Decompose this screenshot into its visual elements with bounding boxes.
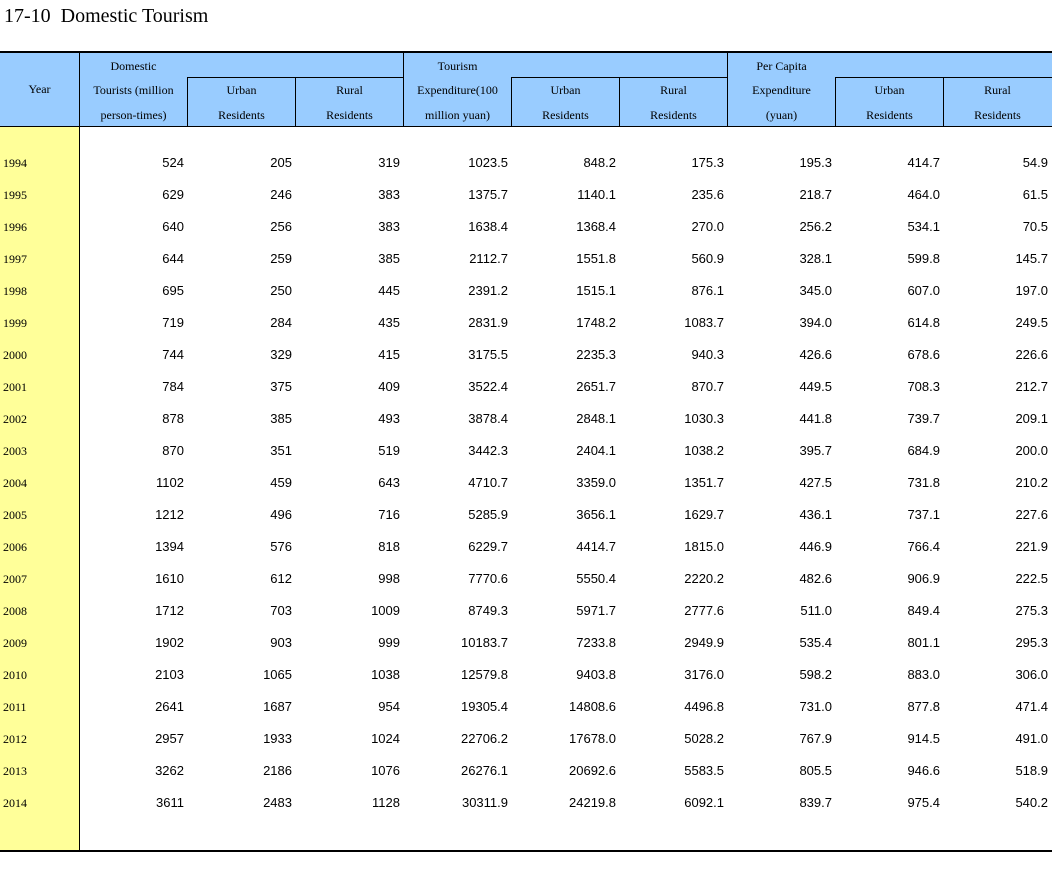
rural-tourists-cell: 1009 xyxy=(371,603,400,618)
per-capita-urban-cell: 534.1 xyxy=(907,219,940,234)
table-row xyxy=(0,667,1052,699)
year-cell: 2006 xyxy=(3,540,27,554)
per-capita-rural-cell: 275.3 xyxy=(1015,603,1048,618)
domestic-tourists-cell: 524 xyxy=(162,155,184,170)
per-capita-total-cell: 436.1 xyxy=(799,507,832,522)
table-row xyxy=(0,411,1052,443)
per-capita-total-cell: 535.4 xyxy=(799,635,832,650)
per-capita-header: Per Capita xyxy=(756,59,807,73)
expenditure-rural-cell: 560.9 xyxy=(691,251,724,266)
table-row xyxy=(0,507,1052,539)
rural-tourists-cell: 1128 xyxy=(372,795,400,810)
expenditure-urban-cell: 9403.8 xyxy=(576,667,616,682)
rural-tourists-cell: 954 xyxy=(378,699,400,714)
per-capita-total-cell: 256.2 xyxy=(799,219,832,234)
domestic-tourists-cell: 1102 xyxy=(156,475,184,490)
urban-tourists-cell: 612 xyxy=(270,571,292,586)
year-cell: 2007 xyxy=(3,572,27,586)
domestic-tourists-cell: 784 xyxy=(162,379,184,394)
domestic-tourists-header: Tourists (million xyxy=(93,83,174,97)
year-cell: 1995 xyxy=(3,188,27,202)
year-cell: 1999 xyxy=(3,316,27,330)
domestic-tourists-cell: 3262 xyxy=(155,763,184,778)
urban-tourists-cell: 2186 xyxy=(263,763,292,778)
expenditure-urban-cell: 2404.1 xyxy=(576,443,616,458)
domestic-tourists-cell: 2641 xyxy=(155,699,184,714)
table-row xyxy=(0,155,1052,187)
urban-tourists-cell: 329 xyxy=(270,347,292,362)
urban-residents-header: Urban xyxy=(550,83,581,97)
expenditure-urban-cell: 5971.7 xyxy=(576,603,616,618)
urban-tourists-cell: 1933 xyxy=(263,731,292,746)
expenditure-urban-cell: 2235.3 xyxy=(576,347,616,362)
domestic-tourists-header: Domestic xyxy=(110,59,157,73)
per-capita-rural-cell: 212.7 xyxy=(1015,379,1048,394)
expenditure-urban-cell: 1140.1 xyxy=(577,187,616,202)
domestic-tourists-cell: 629 xyxy=(162,187,184,202)
expenditure-total-cell: 2391.2 xyxy=(468,283,508,298)
expenditure-total-cell: 8749.3 xyxy=(468,603,508,618)
expenditure-total-cell: 2831.9 xyxy=(468,315,508,330)
expenditure-urban-cell: 1748.2 xyxy=(576,315,616,330)
expenditure-total-cell: 7770.6 xyxy=(468,571,508,586)
rural-tourists-cell: 435 xyxy=(378,315,400,330)
per-capita-urban-cell: 849.4 xyxy=(907,603,940,618)
expenditure-total-cell: 3522.4 xyxy=(468,379,508,394)
table-row xyxy=(0,219,1052,251)
urban-tourists-cell: 205 xyxy=(270,155,292,170)
tourism-expenditure-header: Tourism xyxy=(437,59,478,73)
expenditure-rural-cell: 1038.2 xyxy=(684,443,724,458)
expenditure-total-cell: 1023.5 xyxy=(468,155,508,170)
year-cell: 2010 xyxy=(3,668,27,682)
expenditure-urban-cell: 4414.7 xyxy=(576,539,616,554)
per-capita-urban-cell: 801.1 xyxy=(907,635,940,650)
expenditure-urban-cell: 24219.8 xyxy=(569,795,616,810)
per-capita-total-cell: 441.8 xyxy=(799,411,832,426)
table-row xyxy=(0,347,1052,379)
expenditure-rural-cell: 870.7 xyxy=(691,379,724,394)
domestic-tourists-cell: 1610 xyxy=(155,571,184,586)
per-capita-urban-cell: 614.8 xyxy=(907,315,940,330)
expenditure-rural-cell: 1629.7 xyxy=(684,507,724,522)
per-capita-urban-cell: 737.1 xyxy=(907,507,940,522)
domestic-tourists-cell: 1212 xyxy=(155,507,184,522)
per-capita-total-cell: 598.2 xyxy=(799,667,832,682)
header-rule xyxy=(0,126,1052,127)
urban-tourists-cell: 351 xyxy=(270,443,292,458)
expenditure-rural-cell: 940.3 xyxy=(691,347,724,362)
table-row xyxy=(0,443,1052,475)
urban-tourists-cell: 903 xyxy=(270,635,292,650)
rural-tourists-cell: 383 xyxy=(378,187,400,202)
table-row xyxy=(0,699,1052,731)
per-capita-urban-cell: 906.9 xyxy=(907,571,940,586)
rural-tourists-cell: 415 xyxy=(378,347,400,362)
year-header: Year xyxy=(28,82,51,96)
per-capita-rural-cell: 226.6 xyxy=(1015,347,1048,362)
per-capita-rural-cell: 306.0 xyxy=(1015,667,1048,682)
rural-tourists-cell: 999 xyxy=(378,635,400,650)
table-row xyxy=(0,603,1052,635)
table-row xyxy=(0,763,1052,795)
expenditure-rural-cell: 2949.9 xyxy=(684,635,724,650)
per-capita-total-cell: 395.7 xyxy=(799,443,832,458)
per-capita-total-cell: 345.0 xyxy=(799,283,832,298)
year-cell: 2005 xyxy=(3,508,27,522)
per-capita-rural-cell: 200.0 xyxy=(1015,443,1048,458)
year-cell: 2008 xyxy=(3,604,27,618)
per-capita-rural-cell: 70.5 xyxy=(1022,219,1048,234)
domestic-tourists-cell: 878 xyxy=(162,411,184,426)
expenditure-urban-cell: 848.2 xyxy=(583,155,616,170)
rural-tourists-cell: 493 xyxy=(378,411,400,426)
expenditure-total-cell: 3442.3 xyxy=(468,443,508,458)
expenditure-rural-cell: 270.0 xyxy=(691,219,724,234)
year-cell: 2000 xyxy=(3,348,27,362)
year-cell: 1998 xyxy=(3,284,27,298)
year-cell: 1996 xyxy=(3,220,27,234)
per-capita-rural-cell: 471.4 xyxy=(1015,699,1048,714)
rural-residents-header: Rural xyxy=(336,83,363,97)
per-capita-total-cell: 731.0 xyxy=(799,699,832,714)
expenditure-rural-cell: 2220.2 xyxy=(684,571,724,586)
header-subrule xyxy=(511,77,727,78)
per-capita-rural-cell: 491.0 xyxy=(1015,731,1048,746)
table-row xyxy=(0,251,1052,283)
rural-tourists-cell: 643 xyxy=(378,475,400,490)
per-capita-total-cell: 426.6 xyxy=(799,347,832,362)
expenditure-total-cell: 3878.4 xyxy=(468,411,508,426)
per-capita-total-cell: 328.1 xyxy=(799,251,832,266)
table-row xyxy=(0,315,1052,347)
expenditure-total-cell: 2112.7 xyxy=(469,251,508,266)
rural-residents-header: Residents xyxy=(974,108,1021,122)
urban-tourists-cell: 256 xyxy=(270,219,292,234)
domestic-tourists-cell: 3611 xyxy=(156,795,184,810)
expenditure-total-cell: 12579.8 xyxy=(461,667,508,682)
expenditure-total-cell: 3175.5 xyxy=(468,347,508,362)
rural-tourists-cell: 385 xyxy=(378,251,400,266)
urban-residents-header: Residents xyxy=(218,108,265,122)
expenditure-rural-cell: 235.6 xyxy=(691,187,724,202)
per-capita-rural-cell: 145.7 xyxy=(1015,251,1048,266)
expenditure-total-cell: 5285.9 xyxy=(468,507,508,522)
per-capita-rural-cell: 61.5 xyxy=(1022,187,1048,202)
table-row xyxy=(0,571,1052,603)
expenditure-urban-cell: 2651.7 xyxy=(576,379,616,394)
rural-tourists-cell: 1024 xyxy=(371,731,400,746)
expenditure-urban-cell: 1551.8 xyxy=(576,251,616,266)
expenditure-rural-cell: 5583.5 xyxy=(684,763,724,778)
per-capita-urban-cell: 883.0 xyxy=(907,667,940,682)
expenditure-urban-cell: 14808.6 xyxy=(569,699,616,714)
expenditure-total-cell: 22706.2 xyxy=(461,731,508,746)
urban-tourists-cell: 576 xyxy=(270,539,292,554)
table-title: 17-10 Domestic Tourism xyxy=(4,5,209,27)
per-capita-total-cell: 839.7 xyxy=(799,795,832,810)
year-cell: 2011 xyxy=(3,700,27,714)
expenditure-urban-cell: 3656.1 xyxy=(576,507,616,522)
expenditure-urban-cell: 2848.1 xyxy=(576,411,616,426)
urban-tourists-cell: 1065 xyxy=(263,667,292,682)
expenditure-urban-cell: 1368.4 xyxy=(576,219,616,234)
domestic-tourists-cell: 640 xyxy=(162,219,184,234)
per-capita-urban-cell: 708.3 xyxy=(907,379,940,394)
year-cell: 2001 xyxy=(3,380,27,394)
rural-tourists-cell: 818 xyxy=(378,539,400,554)
table-row xyxy=(0,187,1052,219)
expenditure-total-cell: 30311.9 xyxy=(461,795,508,810)
urban-residents-header: Residents xyxy=(542,108,589,122)
per-capita-urban-cell: 946.6 xyxy=(907,763,940,778)
urban-tourists-cell: 459 xyxy=(270,475,292,490)
rural-tourists-cell: 1076 xyxy=(371,763,400,778)
per-capita-urban-cell: 607.0 xyxy=(907,283,940,298)
expenditure-rural-cell: 1083.7 xyxy=(684,315,724,330)
expenditure-urban-cell: 17678.0 xyxy=(569,731,616,746)
per-capita-urban-cell: 975.4 xyxy=(907,795,940,810)
expenditure-total-cell: 6229.7 xyxy=(468,539,508,554)
per-capita-rural-cell: 222.5 xyxy=(1015,571,1048,586)
table-row xyxy=(0,731,1052,763)
year-cell: 2003 xyxy=(3,444,27,458)
per-capita-rural-cell: 518.9 xyxy=(1015,763,1048,778)
expenditure-urban-cell: 3359.0 xyxy=(576,475,616,490)
per-capita-total-cell: 427.5 xyxy=(799,475,832,490)
year-cell: 2014 xyxy=(3,796,27,810)
urban-tourists-cell: 375 xyxy=(270,379,292,394)
rural-tourists-cell: 445 xyxy=(378,283,400,298)
rural-residents-header: Rural xyxy=(660,83,687,97)
expenditure-total-cell: 1638.4 xyxy=(468,219,508,234)
per-capita-total-cell: 767.9 xyxy=(799,731,832,746)
per-capita-rural-cell: 295.3 xyxy=(1015,635,1048,650)
header-subrule xyxy=(187,77,403,78)
rural-tourists-cell: 716 xyxy=(378,507,400,522)
urban-tourists-cell: 2483 xyxy=(263,795,292,810)
expenditure-rural-cell: 1351.7 xyxy=(684,475,724,490)
year-cell: 2012 xyxy=(3,732,27,746)
per-capita-rural-cell: 221.9 xyxy=(1015,539,1048,554)
expenditure-urban-cell: 1515.1 xyxy=(576,283,616,298)
top-rule xyxy=(0,51,1052,53)
year-cell: 2002 xyxy=(3,412,27,426)
domestic-tourists-cell: 695 xyxy=(162,283,184,298)
per-capita-rural-cell: 540.2 xyxy=(1015,795,1048,810)
per-capita-rural-cell: 249.5 xyxy=(1015,315,1048,330)
urban-tourists-cell: 496 xyxy=(270,507,292,522)
expenditure-rural-cell: 2777.6 xyxy=(684,603,724,618)
per-capita-urban-cell: 877.8 xyxy=(907,699,940,714)
per-capita-header: (yuan) xyxy=(765,108,798,122)
table-row xyxy=(0,795,1052,827)
rural-tourists-cell: 519 xyxy=(378,443,400,458)
domestic-tourists-cell: 1394 xyxy=(155,539,184,554)
expenditure-total-cell: 19305.4 xyxy=(461,699,508,714)
domestic-tourists-cell: 644 xyxy=(162,251,184,266)
bottom-rule xyxy=(0,850,1052,852)
domestic-tourists-cell: 744 xyxy=(162,347,184,362)
rural-residents-header: Residents xyxy=(326,108,373,122)
expenditure-rural-cell: 175.3 xyxy=(691,155,724,170)
year-cell: 1994 xyxy=(3,156,27,170)
rural-tourists-cell: 998 xyxy=(378,571,400,586)
rural-tourists-cell: 319 xyxy=(378,155,400,170)
urban-residents-header: Urban xyxy=(874,83,905,97)
expenditure-urban-cell: 7233.8 xyxy=(576,635,616,650)
expenditure-total-cell: 26276.1 xyxy=(461,763,508,778)
tourism-expenditure-header: Expenditure(100 xyxy=(417,83,498,97)
domestic-tourists-cell: 719 xyxy=(162,315,184,330)
per-capita-rural-cell: 209.1 xyxy=(1015,411,1048,426)
domestic-tourists-cell: 1902 xyxy=(155,635,184,650)
per-capita-total-cell: 195.3 xyxy=(799,155,832,170)
per-capita-urban-cell: 678.6 xyxy=(907,347,940,362)
expenditure-rural-cell: 4496.8 xyxy=(684,699,724,714)
domestic-tourists-cell: 2103 xyxy=(155,667,184,682)
year-cell: 2013 xyxy=(3,764,27,778)
per-capita-total-cell: 218.7 xyxy=(799,187,832,202)
per-capita-total-cell: 446.9 xyxy=(799,539,832,554)
per-capita-urban-cell: 914.5 xyxy=(907,731,940,746)
table-row xyxy=(0,283,1052,315)
expenditure-total-cell: 4710.7 xyxy=(468,475,508,490)
rural-tourists-cell: 409 xyxy=(378,379,400,394)
per-capita-urban-cell: 739.7 xyxy=(907,411,940,426)
domestic-tourists-cell: 1712 xyxy=(155,603,184,618)
urban-residents-header: Residents xyxy=(866,108,913,122)
expenditure-urban-cell: 20692.6 xyxy=(569,763,616,778)
rural-residents-header: Residents xyxy=(650,108,697,122)
table-row xyxy=(0,635,1052,667)
urban-tourists-cell: 703 xyxy=(270,603,292,618)
per-capita-urban-cell: 684.9 xyxy=(907,443,940,458)
rural-tourists-cell: 1038 xyxy=(371,667,400,682)
urban-tourists-cell: 1687 xyxy=(263,699,292,714)
header-subrule xyxy=(835,77,1052,78)
per-capita-urban-cell: 464.0 xyxy=(907,187,940,202)
urban-tourists-cell: 385 xyxy=(270,411,292,426)
per-capita-rural-cell: 54.9 xyxy=(1022,155,1048,170)
expenditure-rural-cell: 1030.3 xyxy=(684,411,724,426)
per-capita-rural-cell: 197.0 xyxy=(1015,283,1048,298)
rural-residents-header: Rural xyxy=(984,83,1011,97)
urban-tourists-cell: 246 xyxy=(270,187,292,202)
urban-tourists-cell: 259 xyxy=(270,251,292,266)
year-cell: 2009 xyxy=(3,636,27,650)
urban-residents-header: Urban xyxy=(226,83,257,97)
domestic-tourists-cell: 870 xyxy=(162,443,184,458)
year-cell: 1997 xyxy=(3,252,27,266)
per-capita-urban-cell: 766.4 xyxy=(907,539,940,554)
per-capita-total-cell: 482.6 xyxy=(799,571,832,586)
per-capita-urban-cell: 599.8 xyxy=(907,251,940,266)
urban-tourists-cell: 250 xyxy=(270,283,292,298)
per-capita-total-cell: 449.5 xyxy=(799,379,832,394)
per-capita-urban-cell: 731.8 xyxy=(907,475,940,490)
expenditure-rural-cell: 6092.1 xyxy=(684,795,724,810)
domestic-tourists-cell: 2957 xyxy=(155,731,184,746)
table-row xyxy=(0,539,1052,571)
expenditure-total-cell: 10183.7 xyxy=(461,635,508,650)
expenditure-rural-cell: 876.1 xyxy=(691,283,724,298)
urban-tourists-cell: 284 xyxy=(270,315,292,330)
per-capita-total-cell: 394.0 xyxy=(799,315,832,330)
expenditure-total-cell: 1375.7 xyxy=(468,187,508,202)
expenditure-rural-cell: 1815.0 xyxy=(684,539,724,554)
per-capita-rural-cell: 227.6 xyxy=(1015,507,1048,522)
domestic-tourists-header: person-times) xyxy=(100,108,167,122)
per-capita-header: Expenditure xyxy=(752,83,811,97)
expenditure-rural-cell: 3176.0 xyxy=(684,667,724,682)
rural-tourists-cell: 383 xyxy=(378,219,400,234)
per-capita-rural-cell: 210.2 xyxy=(1015,475,1048,490)
year-cell: 2004 xyxy=(3,476,27,490)
expenditure-urban-cell: 5550.4 xyxy=(576,571,616,586)
table-row xyxy=(0,475,1052,507)
tourism-expenditure-header: million yuan) xyxy=(425,108,490,122)
per-capita-total-cell: 805.5 xyxy=(799,763,832,778)
per-capita-total-cell: 511.0 xyxy=(800,603,832,618)
expenditure-rural-cell: 5028.2 xyxy=(684,731,724,746)
per-capita-urban-cell: 414.7 xyxy=(907,155,940,170)
table-row xyxy=(0,379,1052,411)
